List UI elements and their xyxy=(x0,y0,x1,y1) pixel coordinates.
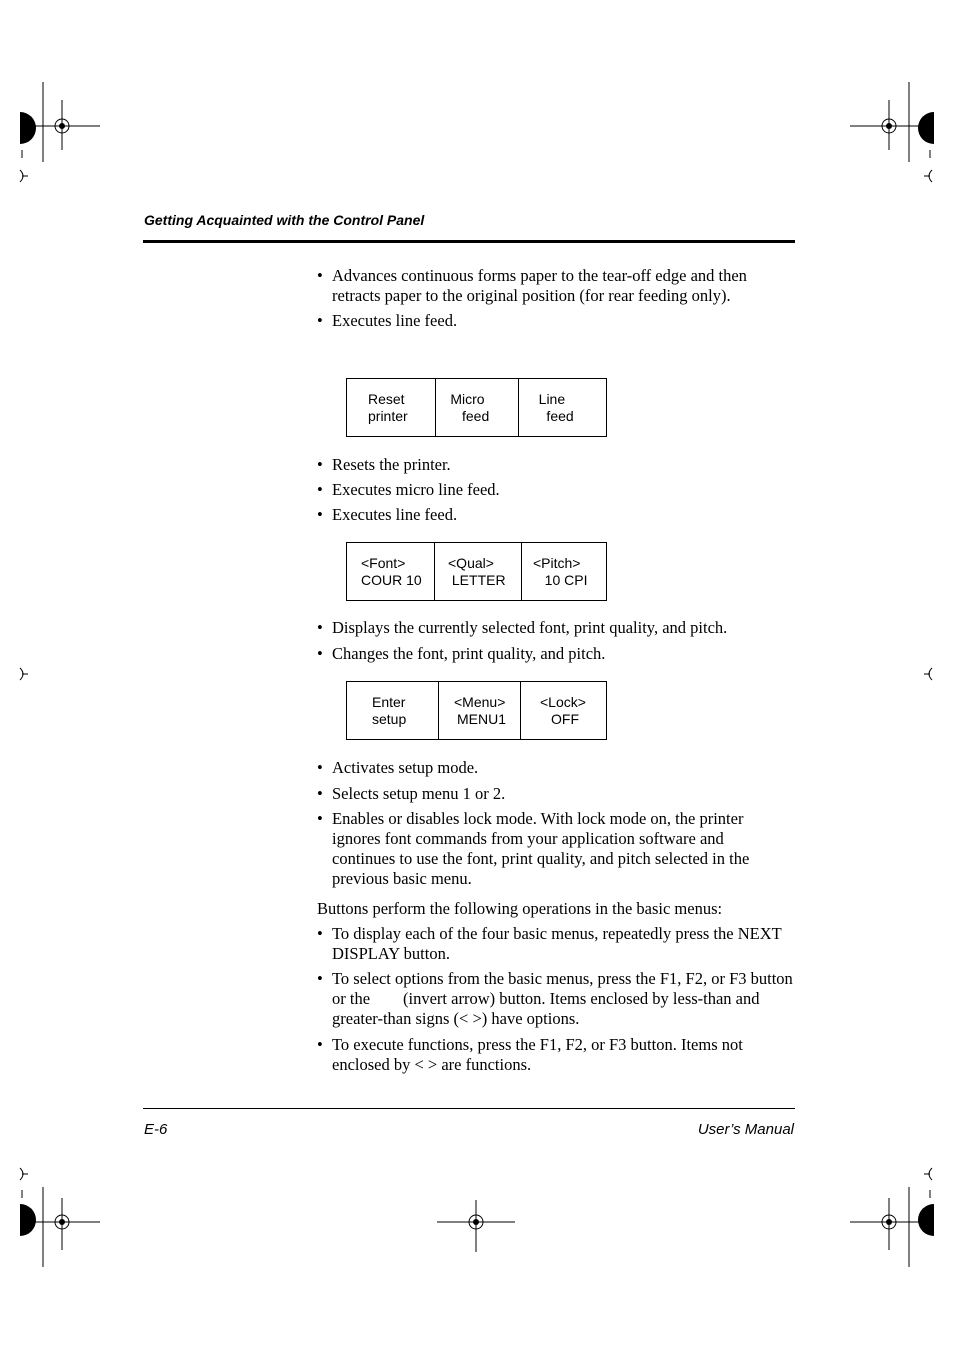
panel-cell-f2 xyxy=(434,543,521,600)
list-item: • Executes line feed. xyxy=(317,311,797,331)
panel-cell-f1 xyxy=(347,682,438,739)
cell-line1: <Menu> xyxy=(454,693,506,710)
list-item: • Resets the printer. xyxy=(317,455,797,475)
panel-cell-f1 xyxy=(347,379,435,436)
panel-cell-f2 xyxy=(435,379,517,436)
list-item: • To display each of the four basic menus, repeatedly press the NEXT DISPLAY button. xyxy=(317,924,797,964)
cell-line1: Reset xyxy=(368,390,405,407)
cell-line2: printer xyxy=(368,407,408,424)
basic-menus-intro: Buttons perform the following operations in the basic menus: xyxy=(317,899,723,918)
bullet-list-4 xyxy=(317,758,797,889)
panel-cell-f2 xyxy=(438,682,520,739)
cell-line2: OFF xyxy=(551,710,579,727)
cell-line1: <Qual> xyxy=(448,554,494,571)
page-number: E-6 xyxy=(144,1121,168,1138)
panel-cell-f3 xyxy=(518,379,606,436)
header-rule xyxy=(143,240,795,243)
cell-line2: feed xyxy=(450,407,490,424)
panel-cell-f3 xyxy=(521,543,606,600)
cell-line1: <Font> xyxy=(361,554,406,571)
cell-line1: Micro xyxy=(450,390,485,407)
list-item: • To select options from the basic menus, press the F1, F2, or F3 button or the (invert arrow) button. Items enclosed by less-than and greater-than signs (< >) have options. xyxy=(317,969,797,1029)
list-item: • Activates setup mode. xyxy=(317,758,797,778)
footer-title: User’s Manual xyxy=(697,1121,794,1138)
list-item: • Executes line feed. xyxy=(317,505,797,525)
list-item: • Enables or disables lock mode. With lock mode on, the printer ignores font commands from your application software and continues to use the font, print quality, and pitch selected in the previous basic menu. xyxy=(317,809,777,889)
cell-line2: LETTER xyxy=(448,571,506,588)
panel-cell-f3 xyxy=(520,682,606,739)
list-item: • Displays the currently selected font, print quality, and pitch. xyxy=(317,618,797,638)
cell-line2: feed xyxy=(538,407,574,424)
bullet-list-3 xyxy=(317,618,797,664)
lcd-panel-1 xyxy=(346,378,607,437)
list-item: • Selects setup menu 1 or 2. xyxy=(317,784,797,804)
cell-line1: <Pitch> xyxy=(533,554,581,571)
page-header-title: Getting Acquainted with the Control Panel xyxy=(144,212,425,228)
panel-cell-f1 xyxy=(347,543,434,600)
bullet-list-5 xyxy=(317,924,797,1075)
cell-line2: setup xyxy=(372,710,407,727)
cell-line1: Line xyxy=(538,390,566,407)
list-item: • To execute functions, press the F1, F2, or F3 button. Items not enclosed by < > are functions. xyxy=(317,1035,777,1075)
list-item: • Changes the font, print quality, and pitch. xyxy=(317,644,797,664)
lcd-panel-2 xyxy=(346,542,607,601)
list-item: • Advances continuous forms paper to the tear-off edge and then retracts paper to the original position (for rear feeding only). xyxy=(317,266,797,306)
list-item: • Executes micro line feed. xyxy=(317,480,797,500)
cell-line1: <Lock> xyxy=(540,693,586,710)
cell-line2: COUR 10 xyxy=(361,571,422,588)
bullet-list-1 xyxy=(317,266,797,331)
cell-line2: 10 CPI xyxy=(533,571,588,588)
lcd-panel-3 xyxy=(346,681,607,740)
bullet-list-2 xyxy=(317,455,797,525)
footer-rule xyxy=(143,1108,795,1109)
cell-line1: Enter xyxy=(372,693,406,710)
cell-line2: MENU1 xyxy=(457,710,507,727)
